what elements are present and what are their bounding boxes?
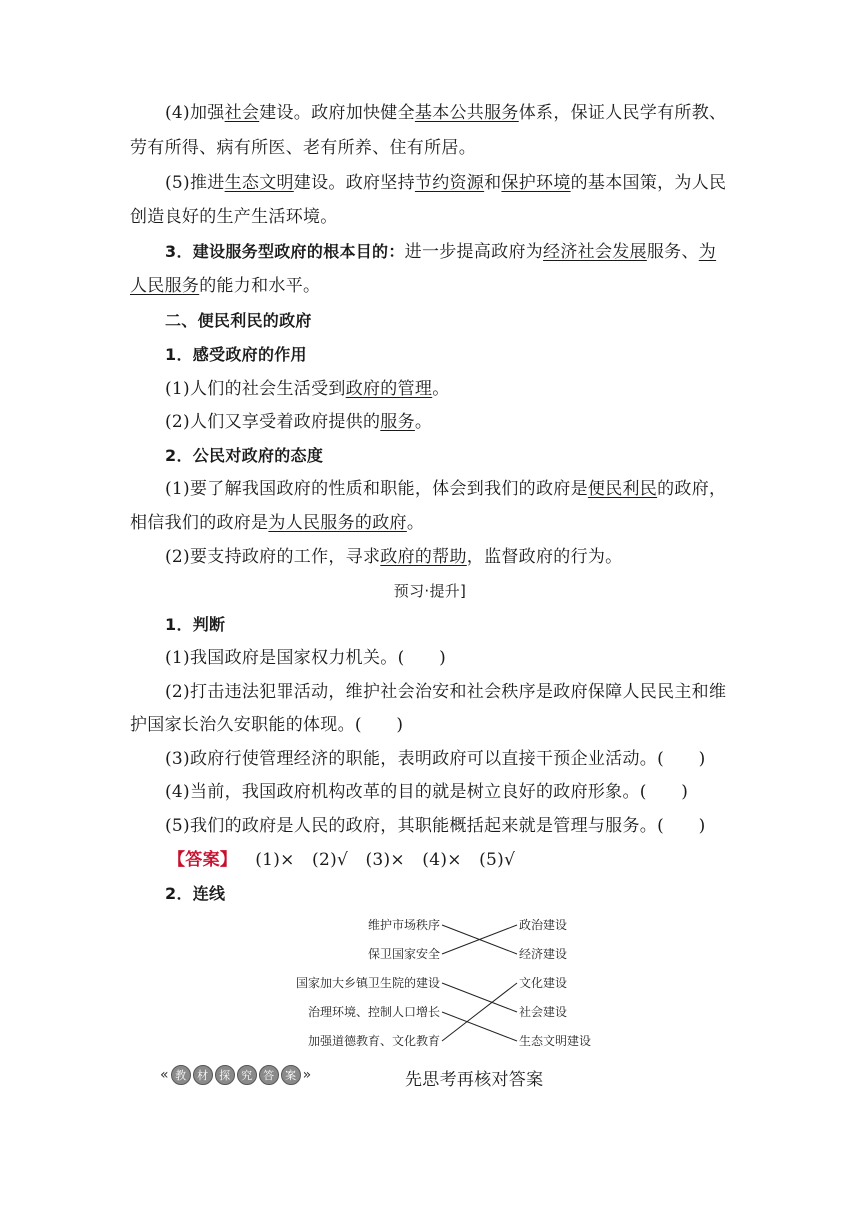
match-link-line [442,1012,517,1041]
text: 服务、 [646,242,699,262]
match-left-item: 国家加大乡镇卫生院的建设 [295,976,440,990]
double-chevron-right-icon: » [302,1067,312,1083]
text: 相信我们的政府是 [130,513,269,533]
match-link-line [442,983,517,1012]
match-left-item: 保卫国家安全 [367,947,440,961]
text: 建设。政府坚持 [293,173,415,193]
banner-char: 答 [259,1065,279,1085]
footer-note: 先思考再核对答案 [405,1070,544,1090]
text: 建设。政府加快健全 [259,103,415,123]
answer-text: (1)× (2)√ (3)× (4)× (5)√ [255,850,516,870]
preview-heading: 预习·提升] [393,582,467,600]
text: 的基本国策，为人民 [570,173,727,193]
match-right-item: 社会建设 [519,1005,568,1019]
blank-answer: 为人民服务的政府 [268,513,407,533]
text: ，监督政府的行为。 [466,547,623,567]
blank-answer: 经济社会发展 [543,242,647,262]
match-link-line [442,983,517,1041]
text: (1)要了解我国政府的性质和职能，体会到我们的政府是 [165,479,588,499]
banner-char: 案 [281,1065,301,1085]
text: 体系，保证人民学有所教、 [518,103,727,123]
item-number: 1 [165,615,177,634]
textbook-answer-banner [160,1064,311,1086]
para-social-construction-cont: 劳有所得、病有所医、老有所养、住有所居。 [130,138,476,158]
match-left-item: 维护市场秩序 [367,918,440,932]
judge-item: (3)政府行使管理经济的职能，表明政府可以直接干预企业活动。( ) [165,749,706,769]
judge-item: (2)打击违法犯罪活动，维护社会治安和社会秩序是政府保障人民民主和维 [165,682,727,702]
match-right-item: 生态文明建设 [519,1034,592,1048]
match-right-item: 政治建设 [519,918,568,932]
answer-tag: 【答案】 [168,850,238,870]
item-number: 2 [165,446,177,465]
item-title: ．感受政府的作用 [176,345,307,364]
blank-answer: 基本公共服务 [414,103,519,123]
section-heading: 二、便民利民的政府 [165,311,312,330]
banner-char: 探 [215,1065,235,1085]
judge-item-cont: 护国家长治久安职能的体现。( ) [130,715,404,735]
item-title: ．建设服务型政府的根本目的： [176,242,405,261]
text: (5)推进 [165,173,225,193]
text: 的能力和水平。 [199,276,321,296]
para-eco-construction-cont: 创造良好的生产生活环境。 [130,207,338,227]
judge-item: (4)当前，我国政府机构改革的目的就是树立良好的政府形象。( ) [165,782,689,802]
text: (1)人们的社会生活受到 [165,379,346,399]
match-left-item: 加强道德教育、文化教育 [307,1034,440,1048]
text: 和 [484,173,502,193]
text: 。 [414,412,433,432]
text: 的政府， [657,479,727,499]
item-title: ．公民对政府的态度 [176,446,324,465]
item-title: ．判断 [176,615,226,634]
blank-answer: 便民利民 [587,479,658,499]
judge-item: (5)我们的政府是人民的政府，其职能概括起来就是管理与服务。( ) [165,816,706,836]
banner-char: 究 [237,1065,257,1085]
blank-answer: 政府的帮助 [380,547,467,567]
text: (2)人们又享受着政府提供的 [165,412,381,432]
text: (4)加强 [165,103,225,123]
blank-answer: 节约资源 [414,173,485,193]
match-right-item: 经济建设 [519,947,568,961]
text: 进一步提高政府为 [404,242,544,262]
match-left-item: 治理环境、控制人口增长 [307,1005,440,1019]
banner-char: 材 [193,1065,213,1085]
text: 。 [406,513,425,533]
item-title: ．连线 [176,884,226,903]
blank-answer: 生态文明 [224,173,294,193]
blank-answer: 服务 [380,412,415,432]
item-number: 3 [165,242,177,261]
item-number: 2 [165,884,177,903]
match-right-item: 文化建设 [519,976,568,990]
judge-item: (1)我国政府是国家权力机关。( ) [165,648,447,668]
blank-answer: 政府的管理 [345,379,433,399]
blank-answer: 保护环境 [501,173,571,193]
double-chevron-left-icon: « [160,1067,169,1083]
banner-char: 教 [171,1065,191,1085]
blank-answer: 社会 [224,103,260,123]
item-number: 1 [165,345,177,364]
text: (2)要支持政府的工作，寻求 [165,547,381,567]
blank-answer: 人民服务 [130,276,200,296]
text: 。 [432,379,450,399]
blank-answer: 为 [698,242,717,262]
